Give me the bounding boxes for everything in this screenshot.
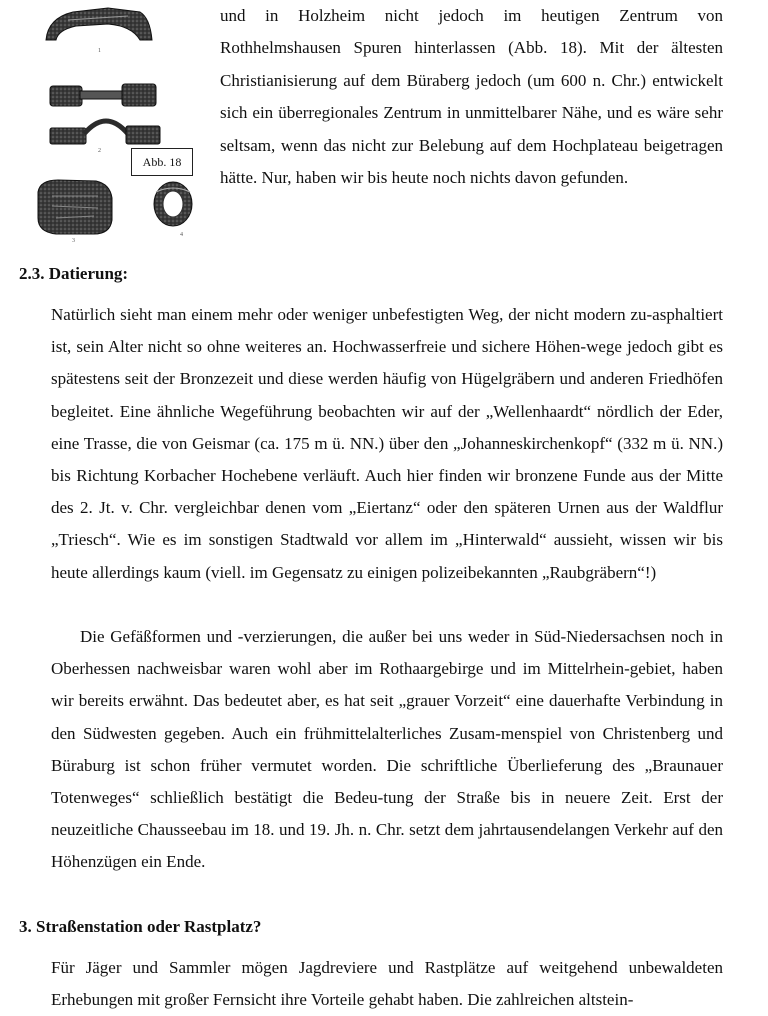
paragraph-strassenstation-1: Für Jäger und Sammler mögen Jagdreviere und Rastplätze auf weitgehend unbewaldeten Erhebungen mit großer Fernsicht ihre Vorteile gehabt haben. Die zahlreichen altstein- bbox=[51, 958, 723, 1010]
section-heading-strassenstation: 3. Straßenstation oder Rastplatz? bbox=[19, 917, 262, 936]
find-2-number: 2 bbox=[98, 148, 101, 154]
find-4-number: 4 bbox=[180, 232, 183, 238]
section-heading-datierung: 2.3. Datierung: bbox=[19, 264, 129, 283]
figure-abb-18 bbox=[28, 0, 210, 246]
find-2-bar bbox=[50, 84, 156, 106]
intro-text-block bbox=[220, 0, 723, 194]
paragraph-datierung-1: Natürlich sieht man einem mehr oder weniger unbefestigten Weg, der nicht modern zu-asphaltiert ist, sein Alter nicht so ohne weiteres an. Hochwasserfreie und sichere Höhen-wege jedoch gibt es spätestens seit der Bronzezeit und diese werden häufig von Hügelgräbern und anderen Friedhöfen begleitet. Eine ähnliche Wegeführung beobachten wir auf der „Wellenhaardt“ nördlich der Eder, eine Trasse, die von Geismar (ca. 175 m ü. NN.) über den „Johanneskirchenkopf“ (332 m ü. NN.) bis Richtung Korbacher Hochebene verläuft. Auch hier finden wir bronzene Funde aus der Mitte des 2. Jt. v. Chr. vergleichbar denen vom „Eiertanz“ oder den späteren Urnen aus der Waldflur „Triesch“. Wie es im sonstigen Stadtwald vor allem im „Hinterwald“ aussieht, wissen wir bis heute allerdings kaum (viell. im Gegensatz zu einigen polizeibekannten „Raubgräbern“!) bbox=[51, 305, 723, 582]
paragraph-datierung-2: Die Gefäßformen und -verzierungen, die außer bei uns weder in Süd-Niedersachsen noch in Oberhessen nachweisbar waren wohl aber im Rothaargebirge und im Mittelrhein-gebiet, haben wir bereits erwähnt. Das bedeutet aber, es hat seit „grauer Vorzeit“ eine dauerhafte Verbindung in den Südwesten gegeben. Auch ein frühmittelalterliches Zusam-menspiel von Christenberg und Büraburg ist schon früher vermutet worden. Die schriftliche Überlieferung des „Braunauer Totenweges“ schließlich bestätigt die Bedeu-tung der Straße bis in neuere Zeit. Erst der neuzeitliche Chausseebau im 18. und 19. Jh. n. Chr. setzt dem jahrtausendelangen Verkehr auf den Höhenzügen ein Ende. bbox=[51, 627, 723, 872]
find-3-plate bbox=[38, 180, 112, 234]
find-3-number: 3 bbox=[72, 238, 75, 244]
find-1-number: 1 bbox=[98, 48, 101, 54]
find-1-fibula bbox=[46, 8, 152, 40]
find-2-arch bbox=[50, 121, 160, 144]
figure-caption: Abb. 18 bbox=[131, 148, 193, 176]
finds-illustration bbox=[28, 0, 210, 246]
find-4-ring bbox=[154, 182, 192, 226]
intro-paragraph: und in Holzheim nicht jedoch im heutigen Zentrum von Rothhelmshausen Spuren hinterlassen (Abb. 18). Mit der ältesten Christianisierung auf dem Büraberg jedoch (um 600 n. Chr.) entwickelt sich ein überregionales Zentrum in unmittelbarer Nähe, und es wäre sehr seltsam, wenn das nicht zur Belebung auf dem Hochplateau beigetragen hätte. Nur, haben wir bis heute noch nichts davon gefunden. bbox=[220, 6, 723, 188]
